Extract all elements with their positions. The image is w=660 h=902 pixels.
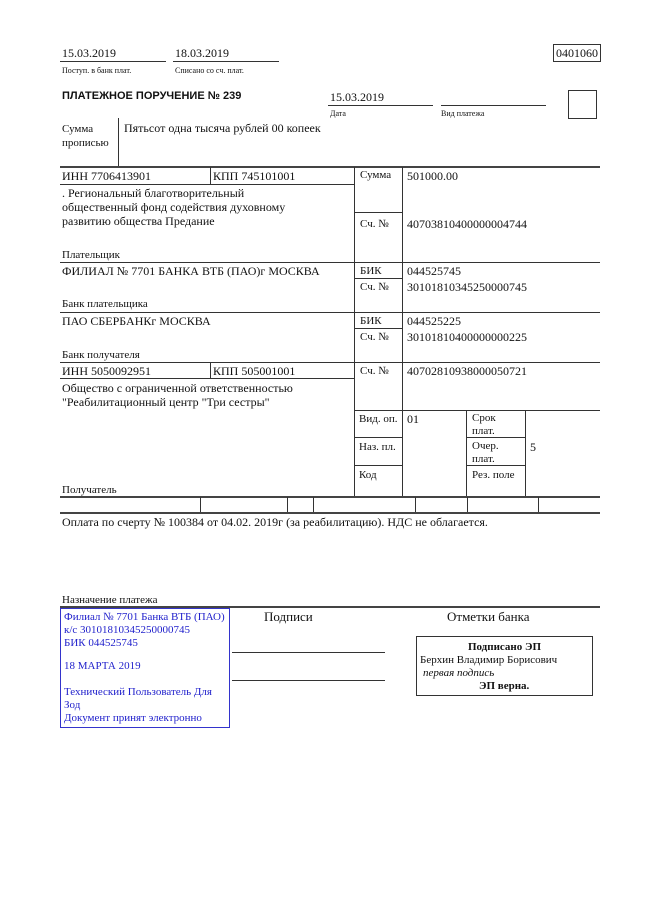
received-date: 15.03.2019 — [62, 46, 116, 60]
payer-bik: 044525745 — [407, 264, 461, 278]
payee-kpp: КПП 505001001 — [213, 364, 296, 378]
received-label: Поступ. в банк плат. — [62, 66, 132, 75]
code-label: Код — [359, 469, 377, 481]
op-type-label: Вид. оп. — [359, 413, 398, 425]
stamp-line: Документ принят электронно — [64, 712, 202, 724]
form-code: 0401060 — [553, 44, 601, 62]
bank-marks-label: Отметки банка — [447, 609, 530, 624]
date: 15.03.2019 — [330, 90, 384, 104]
payee-label: Получатель — [62, 484, 117, 496]
term-label: Срок плат. — [472, 412, 496, 437]
payee-bik: 044525225 — [407, 314, 461, 328]
stamp-line: Филиал № 7701 Банка ВТБ (ПАО) — [64, 611, 225, 623]
esign-status: ЭП верна. — [479, 680, 530, 692]
purpose-label: Назначение платежа — [62, 594, 158, 606]
amount: 501000.00 — [407, 169, 458, 183]
payer-account-label: Сч. № — [360, 218, 389, 230]
payee-bank-account-label: Сч. № — [360, 331, 389, 343]
payment-purpose: Оплата по счерту № 100384 от 04.02. 2019г (за реабилитацию). НДС не облагается. — [62, 515, 488, 529]
payer-account: 40703810400000004744 — [407, 217, 527, 231]
priority-label: Очер. плат. — [472, 440, 499, 465]
payee-account: 40702810938000050721 — [407, 364, 527, 378]
payer-bank-account: 30101810345250000745 — [407, 280, 527, 294]
debited-label: Списано со сч. плат. — [175, 66, 244, 75]
esign-name: Берхин Владимир Борисович — [420, 654, 558, 666]
document-title: ПЛАТЕЖНОЕ ПОРУЧЕНИЕ № 239 — [62, 90, 242, 102]
payment-type-label: Вид платежа — [441, 109, 485, 118]
payer-name: . Региональный благотворительный общественный фонд содействия духовному развитию общества Предание — [62, 186, 286, 228]
payer-bik-label: БИК — [360, 265, 382, 277]
payee-inn: ИНН 5050092951 — [62, 364, 151, 378]
payer-bank-label: Банк плательщика — [62, 298, 148, 310]
purpose-code-label: Наз. пл. — [359, 441, 396, 453]
payment-type-box — [568, 90, 597, 119]
op-type: 01 — [407, 412, 419, 426]
payee-bank-label: Банк получателя — [62, 349, 140, 361]
payee-bank-name: ПАО СБЕРБАНКг МОСКВА — [62, 314, 211, 328]
stamp-date: 18 МАРТА 2019 — [64, 660, 141, 672]
esign-role: первая подпись — [423, 667, 495, 679]
amount-label: Сумма — [360, 169, 392, 181]
bank-stamp — [60, 608, 230, 728]
stamp-line: БИК 044525745 — [64, 637, 138, 649]
payer-kpp: КПП 745101001 — [213, 169, 296, 183]
stamp-line: Зод — [64, 699, 81, 711]
debited-date: 18.03.2019 — [175, 46, 229, 60]
payee-bik-label: БИК — [360, 315, 382, 327]
signatures-label: Подписи — [264, 609, 313, 624]
amount-words: Пятьсот одна тысяча рублей 00 копеек — [124, 121, 321, 135]
electronic-signature-box — [416, 636, 593, 696]
payer-label: Плательщик — [62, 249, 120, 261]
stamp-line: Технический Пользователь Для — [64, 686, 212, 698]
payer-bank-name: ФИЛИАЛ № 7701 БАНКА ВТБ (ПАО)г МОСКВА — [62, 264, 320, 278]
esign-title: Подписано ЭП — [467, 641, 542, 653]
stamp-line: к/с 30101810345250000745 — [64, 624, 191, 636]
priority: 5 — [530, 440, 536, 454]
payer-bank-account-label: Сч. № — [360, 281, 389, 293]
payer-inn: ИНН 7706413901 — [62, 169, 151, 183]
payee-bank-account: 30101810400000000225 — [407, 330, 527, 344]
payee-name-line1: Общество с ограниченной ответственностью — [62, 381, 293, 395]
payee-account-label: Сч. № — [360, 365, 389, 377]
payee-name-line2: "Реабилитационный центр "Три сестры" — [62, 395, 270, 409]
date-label: Дата — [330, 109, 346, 118]
amount-words-label: Сумма прописью — [62, 123, 109, 149]
reserve-label: Рез. поле — [472, 469, 515, 481]
